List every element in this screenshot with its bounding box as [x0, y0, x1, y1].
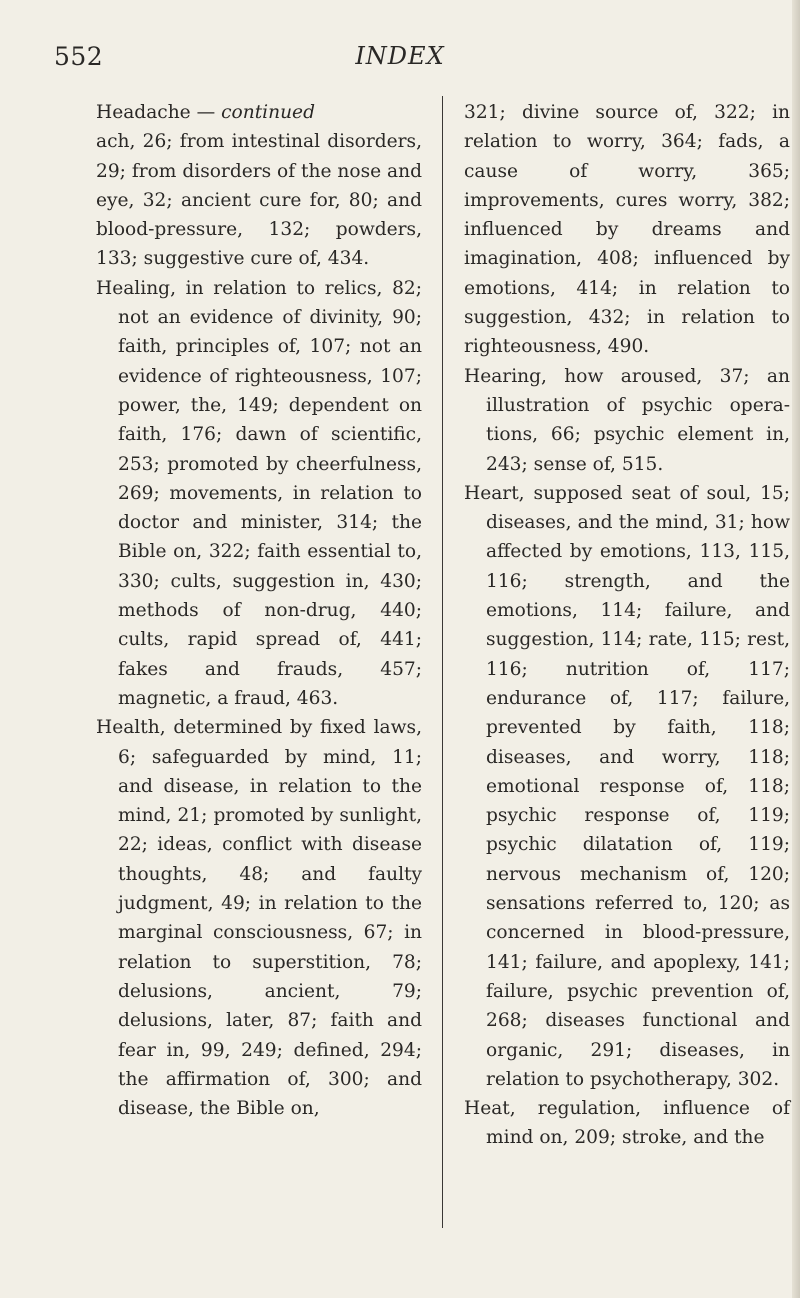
- index-entry-health: Health, determined by fixed laws, 6; safeguarded by mind, 11; and disease, in relation to the mind, 21; promoted by sunlight, 22; ideas, conflict with disease thoughts, 48; and faulty judgment, 49; in relation to the marginal consciousness, 67; in relation to superstition, 78; delusions, ancient, 79; delusions, later, 87; faith and fear in, 99, 249; defined, 294; the affirmation of, 300; and disease, the Bible on,: [96, 717, 422, 1120]
- left-column: [96, 98, 422, 1123]
- index-entry-hearing: Hearing, how aroused, 37; an illustration of psychic operations, 66; psychic element in, 243; sense of, 515.: [464, 365, 790, 475]
- page-header: [0, 42, 800, 82]
- right-column: [464, 98, 790, 1153]
- index-entry-healing: Healing, in relation to relics, 82; not an evidence of divinity, 90; faith, principles of, 107; not an evidence of righteousness, 107; power, the, 149; dependent on faith, 176; dawn of scientific, 253; promoted by cheerfulness, 269; movements, in relation to doctor and minister, 314; the Bible on, 322; faith essential to, 330; cults, suggestion in, 430; methods of non-drug, 440; cults, rapid spread of, 441; fakes and frauds, 457; magnetic, a fraud, 463.: [96, 277, 422, 709]
- continued-dash: —: [190, 102, 222, 123]
- page-title: INDEX: [355, 42, 445, 70]
- continued-heading: [96, 98, 422, 127]
- continued-term: Headache: [96, 102, 191, 123]
- index-entry-heart: Heart, supposed seat of soul, 15; diseases, and the mind, 31; how affected by emotions, 113, 115, 116; strength, and the emotions, 114; failure, and suggestion, 114; rate, 115; rest, 116; nutrition of, 117; endurance of, 117; failure, prevented by faith, 118; diseases, and worry, 118; emotional response of, 118; psychic response of, 119; psychic dilatation of, 119; nervous mechanism of, 120; sensations referred to, 120; as concerned in blood-pressure, 141; failure, and apoplexy, 141; failure, psychic prevention of, 268; diseases functional and organic, 291; diseases, in relation to psychotherapy, 302.: [464, 482, 790, 1090]
- column-divider: [442, 96, 443, 1228]
- index-entry-health-continued: 321; divine source of, 322; in relation to worry, 364; fads, a cause of worry, 365; improvements, cures worry, 382; influenced by dreams and imagination, 408; influenced by emotions, 414; in relation to suggestion, 432; in relation to righteousness, 490.: [464, 102, 790, 358]
- index-entry-heat: Heat, regulation, influence of mind on, 209; stroke, and the: [464, 1098, 790, 1149]
- page-number: 552: [54, 42, 104, 71]
- index-entry-headache-continued: ach, 26; from intestinal disorders, 29; from disorders of the nose and eye, 32; ancient cure for, 80; and blood-pressure, 132; powders, 133; suggestive cure of, 434.: [96, 131, 422, 270]
- page-edge: [792, 0, 800, 1298]
- continued-note: continued: [221, 102, 315, 123]
